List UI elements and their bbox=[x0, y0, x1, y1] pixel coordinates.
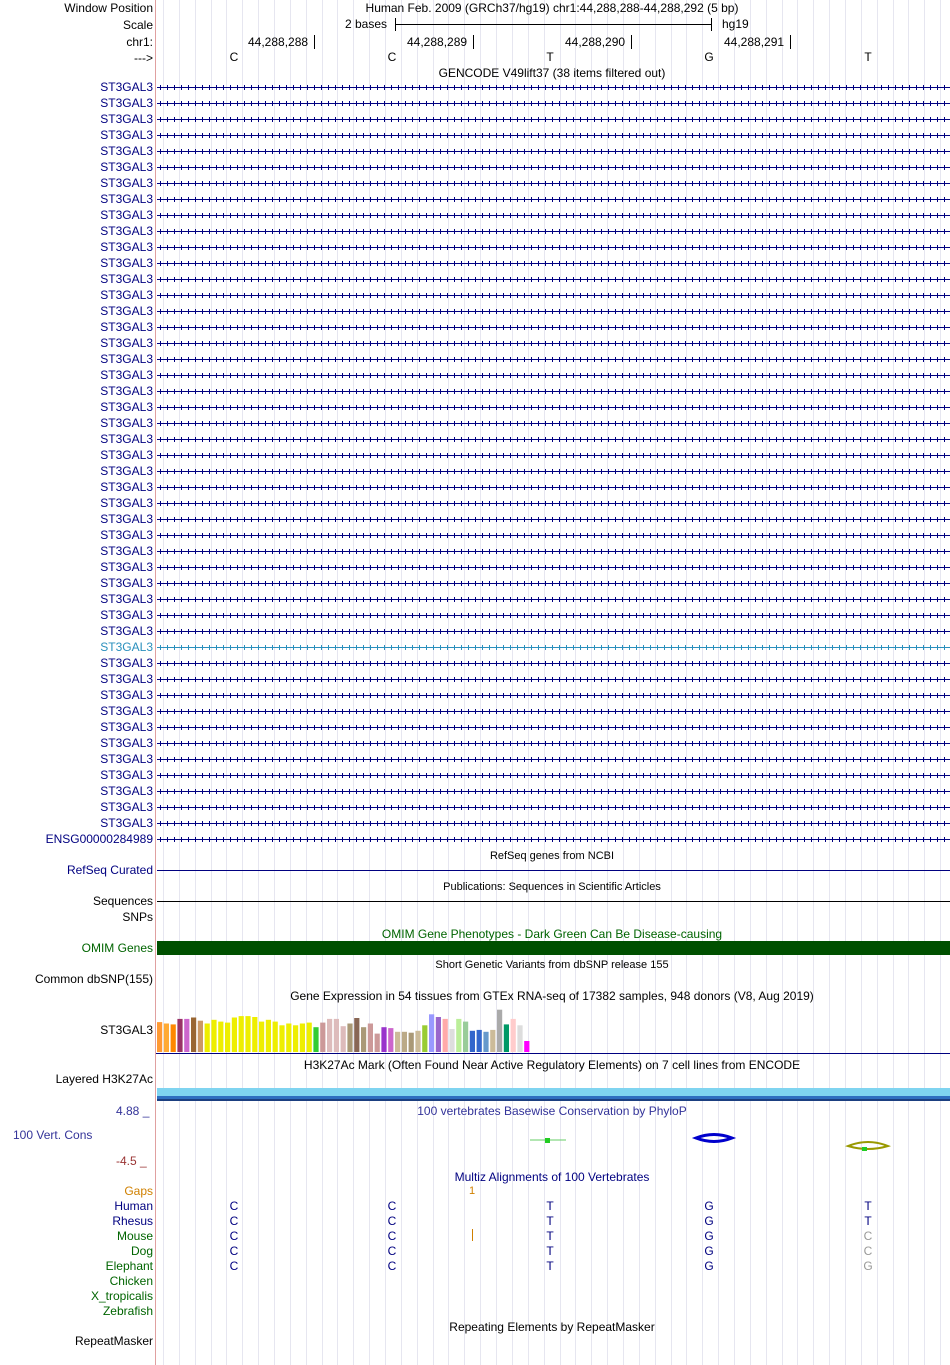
grid-line bbox=[258, 0, 259, 1365]
gencode-gene-intron-line[interactable] bbox=[157, 709, 950, 714]
multiz-aligned-base: T bbox=[546, 1244, 554, 1258]
multiz-species-label[interactable]: Rhesus bbox=[112, 1214, 153, 1228]
gtex-tissue-bar[interactable] bbox=[443, 1019, 448, 1052]
grid-line bbox=[845, 0, 846, 1365]
gencode-gene-label[interactable]: ST3GAL3 bbox=[100, 336, 153, 350]
gencode-gene-intron-line[interactable] bbox=[157, 757, 950, 762]
gtex-tissue-bar[interactable] bbox=[205, 1024, 210, 1053]
multiz-aligned-base: G bbox=[704, 1244, 714, 1258]
grid-line bbox=[322, 0, 323, 1365]
grid-line bbox=[639, 0, 640, 1365]
multiz-aligned-base: T bbox=[864, 1214, 872, 1228]
grid-line bbox=[591, 0, 592, 1365]
gencode-gene-label[interactable]: ST3GAL3 bbox=[100, 448, 153, 462]
multiz-aligned-base: C bbox=[229, 1214, 239, 1228]
gencode-gene-label[interactable]: ST3GAL3 bbox=[100, 384, 153, 398]
grid-line bbox=[226, 0, 227, 1365]
gtex-tissue-bar[interactable] bbox=[177, 1019, 182, 1052]
multiz-aligned-base: C bbox=[387, 1199, 397, 1213]
gencode-gene-label[interactable]: ST3GAL3 bbox=[100, 368, 153, 382]
grid-line bbox=[179, 0, 180, 1365]
gencode-gene-intron-line[interactable] bbox=[157, 373, 950, 378]
gencode-gene-label[interactable]: ST3GAL3 bbox=[100, 624, 153, 638]
gencode-gene-label[interactable]: ST3GAL3 bbox=[100, 704, 153, 718]
gencode-gene-intron-line[interactable] bbox=[157, 469, 950, 474]
grid-line bbox=[496, 0, 497, 1365]
grid-line bbox=[829, 0, 830, 1365]
gencode-gene-label[interactable]: ST3GAL3 bbox=[100, 672, 153, 686]
gencode-gene-label[interactable]: ST3GAL3 bbox=[100, 400, 153, 414]
gencode-gene-label[interactable]: ST3GAL3 bbox=[100, 592, 153, 606]
gencode-gene-intron-line[interactable] bbox=[157, 197, 950, 202]
gtex-tissue-bar[interactable] bbox=[259, 1022, 264, 1052]
multiz-aligned-base: T bbox=[864, 1199, 872, 1213]
gencode-gene-label[interactable]: ST3GAL3 bbox=[100, 544, 153, 558]
gtex-tissue-bar[interactable] bbox=[517, 1025, 522, 1052]
grid-line bbox=[655, 0, 656, 1365]
gencode-gene-intron-line[interactable] bbox=[157, 645, 950, 650]
multiz-aligned-base: C bbox=[229, 1199, 239, 1213]
multiz-aligned-base: G bbox=[704, 1214, 714, 1228]
gencode-gene-intron-line[interactable] bbox=[157, 437, 950, 442]
gencode-gene-intron-line[interactable] bbox=[157, 629, 950, 634]
gtex-tissue-bar[interactable] bbox=[477, 1030, 482, 1052]
grid-line bbox=[195, 0, 196, 1365]
gtex-tissue-bar[interactable] bbox=[456, 1019, 461, 1052]
window-position-label: Window Position bbox=[64, 1, 153, 15]
grid-line bbox=[750, 0, 751, 1365]
grid-line bbox=[797, 0, 798, 1365]
grid-line bbox=[702, 0, 703, 1365]
gencode-gene-label[interactable]: ST3GAL3 bbox=[100, 144, 153, 158]
gtex-tissue-bar[interactable] bbox=[266, 1020, 271, 1052]
gencode-gene-intron-line[interactable] bbox=[157, 389, 950, 394]
grid-line bbox=[211, 0, 212, 1365]
grid-line bbox=[861, 0, 862, 1365]
gtex-tissue-bar[interactable] bbox=[490, 1030, 495, 1052]
omim-track-label[interactable]: OMIM Genes bbox=[81, 941, 153, 955]
position-label: 44,288,290 bbox=[565, 35, 626, 49]
scale-bar-left-tick bbox=[395, 18, 396, 31]
gencode-gene-intron-line[interactable] bbox=[157, 741, 950, 746]
gencode-gene-label[interactable]: ST3GAL3 bbox=[100, 272, 153, 286]
phylop-track-title[interactable]: 100 vertebrates Basewise Conservation by PhyloP bbox=[417, 1104, 687, 1118]
gencode-gene-intron-line[interactable] bbox=[157, 421, 950, 426]
gencode-gene-label[interactable]: ST3GAL3 bbox=[100, 528, 153, 542]
multiz-aligned-base: C bbox=[229, 1259, 239, 1273]
gtex-tissue-bar[interactable] bbox=[245, 1016, 250, 1052]
gencode-gene-intron-line[interactable] bbox=[157, 293, 950, 298]
gencode-gene-intron-line[interactable] bbox=[157, 837, 950, 842]
omim-gene-bar[interactable] bbox=[157, 941, 950, 955]
grid-line bbox=[242, 0, 243, 1365]
gencode-gene-intron-line[interactable] bbox=[157, 85, 950, 90]
refseq-track-label[interactable]: RefSeq Curated bbox=[66, 863, 153, 877]
grid-line bbox=[274, 0, 275, 1365]
gencode-gene-label[interactable]: ST3GAL3 bbox=[100, 560, 153, 574]
gencode-gene-label[interactable]: ST3GAL3 bbox=[100, 128, 153, 142]
gencode-gene-label[interactable]: ST3GAL3 bbox=[100, 768, 153, 782]
h3k27ac-signal-light bbox=[157, 1088, 950, 1096]
gencode-gene-intron-line[interactable] bbox=[157, 213, 950, 218]
gencode-gene-intron-line[interactable] bbox=[157, 789, 950, 794]
gencode-gene-label[interactable]: ST3GAL3 bbox=[100, 432, 153, 446]
gencode-gene-label[interactable]: ST3GAL3 bbox=[100, 800, 153, 814]
gtex-tissue-bar[interactable] bbox=[470, 1031, 475, 1052]
gtex-tissue-bar[interactable] bbox=[239, 1016, 244, 1052]
gencode-gene-intron-line[interactable] bbox=[157, 261, 950, 266]
scale-label: Scale bbox=[122, 18, 153, 32]
gencode-gene-intron-line[interactable] bbox=[157, 501, 950, 506]
gencode-gene-intron-line[interactable] bbox=[157, 597, 950, 602]
gencode-gene-label[interactable]: ST3GAL3 bbox=[100, 160, 153, 174]
gtex-tissue-bar[interactable] bbox=[171, 1024, 176, 1052]
grid-line bbox=[623, 0, 624, 1365]
multiz-species-label[interactable]: Zebrafish bbox=[102, 1304, 153, 1318]
grid-line bbox=[512, 0, 513, 1365]
gtex-tissue-bar[interactable] bbox=[225, 1023, 230, 1052]
h3k27ac-track-label[interactable]: Layered H3K27Ac bbox=[55, 1072, 153, 1086]
gencode-gene-intron-line[interactable] bbox=[157, 613, 950, 618]
gencode-gene-intron-line[interactable] bbox=[157, 773, 950, 778]
gencode-gene-intron-line[interactable] bbox=[157, 101, 950, 106]
reference-base: C bbox=[229, 50, 239, 64]
gencode-gene-label[interactable]: ST3GAL3 bbox=[100, 480, 153, 494]
gencode-gene-intron-line[interactable] bbox=[157, 821, 950, 826]
grid-line bbox=[940, 0, 941, 1365]
gtex-tissue-bar[interactable] bbox=[497, 1010, 502, 1052]
gtex-tissue-bar[interactable] bbox=[232, 1018, 237, 1053]
gencode-gene-intron-line[interactable] bbox=[157, 325, 950, 330]
grid-line bbox=[448, 0, 449, 1365]
gencode-gene-label[interactable]: ST3GAL3 bbox=[100, 656, 153, 670]
gencode-gene-intron-line[interactable] bbox=[157, 805, 950, 810]
gtex-tissue-bar[interactable] bbox=[381, 1027, 386, 1052]
gencode-gene-label[interactable]: ST3GAL3 bbox=[100, 640, 153, 654]
gencode-gene-label[interactable]: ST3GAL3 bbox=[100, 352, 153, 366]
gencode-gene-label[interactable]: ST3GAL3 bbox=[100, 224, 153, 238]
mouse-insertion-mark bbox=[472, 1229, 473, 1241]
grid-line bbox=[385, 0, 386, 1365]
gencode-gene-intron-line[interactable] bbox=[157, 309, 950, 314]
dbsnp-track-label[interactable]: Common dbSNP(155) bbox=[34, 972, 153, 986]
gtex-tissue-bar[interactable] bbox=[388, 1028, 393, 1052]
gencode-gene-intron-line[interactable] bbox=[157, 277, 950, 282]
gencode-gene-intron-line[interactable] bbox=[157, 245, 950, 250]
gencode-gene-intron-line[interactable] bbox=[157, 581, 950, 586]
multiz-species-label[interactable]: X_tropicalis bbox=[90, 1289, 153, 1303]
gencode-gene-intron-line[interactable] bbox=[157, 485, 950, 490]
gtex-tissue-bar[interactable] bbox=[429, 1014, 434, 1052]
gtex-tissue-bar[interactable] bbox=[273, 1022, 278, 1052]
repeatmasker-track-title[interactable]: Repeating Elements by RepeatMasker bbox=[449, 1320, 655, 1334]
gencode-gene-intron-line[interactable] bbox=[157, 117, 950, 122]
phylop-track-label[interactable]: 100 Vert. Cons bbox=[13, 1128, 93, 1142]
gtex-tissue-bar[interactable] bbox=[449, 1029, 454, 1052]
gencode-gene-label[interactable]: ST3GAL3 bbox=[100, 816, 153, 830]
position-label: 44,288,288 bbox=[248, 35, 309, 49]
grid-line bbox=[544, 0, 545, 1365]
multiz-aligned-base: T bbox=[546, 1214, 554, 1228]
gtex-tissue-bar[interactable] bbox=[293, 1025, 298, 1052]
refseq-track-title[interactable]: RefSeq genes from NCBI bbox=[489, 850, 615, 862]
gtex-tissue-bar[interactable] bbox=[347, 1024, 352, 1053]
gencode-gene-label[interactable]: ST3GAL3 bbox=[100, 752, 153, 766]
multiz-aligned-base: T bbox=[546, 1259, 554, 1273]
gtex-tissue-bar[interactable] bbox=[191, 1018, 196, 1053]
grid-line bbox=[306, 0, 307, 1365]
grid-line bbox=[417, 0, 418, 1365]
chrom-label: chr1: bbox=[126, 35, 153, 49]
gencode-gene-label[interactable]: ST3GAL3 bbox=[100, 512, 153, 526]
gtex-tissue-bar[interactable] bbox=[320, 1023, 325, 1052]
h3k27ac-signal-dark bbox=[157, 1099, 950, 1101]
gencode-gene-label[interactable]: ST3GAL3 bbox=[100, 80, 153, 94]
grid-line bbox=[369, 0, 370, 1365]
gencode-gene-label[interactable]: ST3GAL3 bbox=[100, 688, 153, 702]
gencode-track-title[interactable]: GENCODE V49lift37 (38 items filtered out) bbox=[438, 66, 666, 80]
grid-line bbox=[464, 0, 465, 1365]
multiz-species-label[interactable]: Mouse bbox=[116, 1229, 153, 1243]
grid-line bbox=[766, 0, 767, 1365]
gencode-gene-intron-line[interactable] bbox=[157, 517, 950, 522]
gencode-gene-intron-line[interactable] bbox=[157, 133, 950, 138]
multiz-aligned-base: C bbox=[387, 1214, 397, 1228]
grid-line bbox=[528, 0, 529, 1365]
gtex-tissue-bar[interactable] bbox=[463, 1022, 468, 1052]
gencode-gene-intron-line[interactable] bbox=[157, 677, 950, 682]
gtex-tissue-bar[interactable] bbox=[334, 1019, 339, 1052]
grid-line bbox=[480, 0, 481, 1365]
grid-line bbox=[813, 0, 814, 1365]
gtex-tissue-bar[interactable] bbox=[313, 1027, 318, 1052]
gencode-gene-label[interactable]: ST3GAL3 bbox=[100, 576, 153, 590]
gaps-label: Gaps bbox=[124, 1184, 153, 1198]
h3k27ac-track-title[interactable]: H3K27Ac Mark (Often Found Near Active Regulatory Elements) on 7 cell lines from ENCODE bbox=[303, 1058, 801, 1072]
gtex-tissue-bar[interactable] bbox=[409, 1033, 414, 1052]
grid-line bbox=[734, 0, 735, 1365]
multiz-aligned-base: C bbox=[387, 1259, 397, 1273]
gencode-gene-intron-line[interactable] bbox=[157, 565, 950, 570]
multiz-aligned-base: G bbox=[863, 1259, 873, 1273]
gencode-gene-label[interactable]: ST3GAL3 bbox=[100, 208, 153, 222]
gencode-gene-intron-line[interactable] bbox=[157, 357, 950, 362]
grid-line bbox=[924, 0, 925, 1365]
gencode-gene-label[interactable]: ST3GAL3 bbox=[100, 288, 153, 302]
gencode-gene-label[interactable]: ENSG00000284989 bbox=[45, 832, 153, 846]
sequences-track-label[interactable]: Sequences bbox=[92, 894, 153, 908]
gtex-tissue-bar[interactable] bbox=[341, 1026, 346, 1052]
gtex-tissue-bar[interactable] bbox=[184, 1019, 189, 1052]
gtex-tissue-bar[interactable] bbox=[511, 1019, 516, 1052]
gencode-gene-label[interactable]: ST3GAL3 bbox=[100, 256, 153, 270]
gtex-tissue-bar[interactable] bbox=[395, 1032, 400, 1052]
gtex-tissue-bar[interactable] bbox=[327, 1019, 332, 1052]
gencode-gene-intron-line[interactable] bbox=[157, 661, 950, 666]
gtex-tissue-bar[interactable] bbox=[300, 1024, 305, 1053]
multiz-aligned-base: T bbox=[546, 1199, 554, 1213]
multiz-aligned-base: T bbox=[546, 1229, 554, 1243]
gtex-bar-chart[interactable] bbox=[156, 1004, 950, 1056]
gap-count: 1 bbox=[468, 1185, 476, 1197]
gencode-gene-intron-line[interactable] bbox=[157, 165, 950, 170]
reference-base: C bbox=[387, 50, 397, 64]
grid-line bbox=[560, 0, 561, 1365]
gtex-tissue-bar[interactable] bbox=[286, 1024, 291, 1053]
reference-base: T bbox=[546, 50, 554, 64]
position-label: 44,288,291 bbox=[724, 35, 785, 49]
gtex-tissue-bar[interactable] bbox=[504, 1024, 509, 1052]
gtex-tissue-bar[interactable] bbox=[198, 1021, 203, 1052]
gtex-tissue-bar[interactable] bbox=[354, 1018, 359, 1052]
multiz-species-label[interactable]: Dog bbox=[130, 1244, 153, 1258]
gtex-tissue-bar[interactable] bbox=[368, 1024, 373, 1053]
gencode-gene-label[interactable]: ST3GAL3 bbox=[100, 176, 153, 190]
position-tick bbox=[473, 35, 474, 49]
grid-line bbox=[607, 0, 608, 1365]
gencode-gene-label[interactable]: ST3GAL3 bbox=[100, 496, 153, 510]
multiz-track-title[interactable]: Multiz Alignments of 100 Vertebrates bbox=[454, 1170, 650, 1184]
strand-label: ---> bbox=[134, 51, 153, 65]
grid-line bbox=[163, 0, 164, 1365]
gtex-tissue-bar[interactable] bbox=[307, 1023, 312, 1052]
grid-line bbox=[671, 0, 672, 1365]
gencode-gene-label[interactable]: ST3GAL3 bbox=[100, 416, 153, 430]
gencode-gene-intron-line[interactable] bbox=[157, 453, 950, 458]
grid-line bbox=[290, 0, 291, 1365]
multiz-aligned-base: C bbox=[387, 1244, 397, 1258]
grid-line bbox=[433, 0, 434, 1365]
gencode-gene-intron-line[interactable] bbox=[157, 725, 950, 730]
grid-line bbox=[337, 0, 338, 1365]
omim-track-title[interactable]: OMIM Gene Phenotypes - Dark Green Can Be Disease-causing bbox=[381, 927, 723, 941]
refseq-gene-line[interactable] bbox=[157, 870, 950, 871]
grid-line bbox=[686, 0, 687, 1365]
snps-track-label[interactable]: SNPs bbox=[122, 910, 153, 924]
gencode-gene-label[interactable]: ST3GAL3 bbox=[100, 464, 153, 478]
multiz-species-label[interactable]: Human bbox=[114, 1199, 153, 1213]
gencode-gene-intron-line[interactable] bbox=[157, 533, 950, 538]
grid-line bbox=[782, 0, 783, 1365]
reference-base: G bbox=[704, 50, 714, 64]
position-tick bbox=[314, 35, 315, 49]
gencode-gene-label[interactable]: ST3GAL3 bbox=[100, 304, 153, 318]
gencode-gene-label[interactable]: ST3GAL3 bbox=[100, 720, 153, 734]
reference-base: T bbox=[864, 50, 872, 64]
multiz-aligned-base: G bbox=[704, 1229, 714, 1243]
gtex-tissue-bar[interactable] bbox=[375, 1034, 380, 1052]
gencode-gene-intron-line[interactable] bbox=[157, 549, 950, 554]
position-tick bbox=[790, 35, 791, 49]
gencode-gene-label[interactable]: ST3GAL3 bbox=[100, 736, 153, 750]
multiz-species-label[interactable]: Elephant bbox=[105, 1259, 153, 1273]
gtex-tissue-bar[interactable] bbox=[422, 1025, 427, 1052]
gtex-tissue-bar[interactable] bbox=[218, 1022, 223, 1052]
phylop-max-label: 4.88 _ bbox=[116, 1104, 150, 1118]
gtex-tissue-bar[interactable] bbox=[211, 1020, 216, 1052]
gencode-gene-label[interactable]: ST3GAL3 bbox=[100, 112, 153, 126]
gtex-track-label[interactable]: ST3GAL3 bbox=[100, 1023, 153, 1037]
publications-track-title[interactable]: Publications: Sequences in Scientific Articles bbox=[443, 881, 661, 893]
gencode-gene-intron-line[interactable] bbox=[157, 229, 950, 234]
grid-line bbox=[575, 0, 576, 1365]
gtex-tissue-bar[interactable] bbox=[402, 1032, 407, 1052]
gtex-tissue-bar[interactable] bbox=[415, 1031, 420, 1052]
position-tick bbox=[631, 35, 632, 49]
multiz-aligned-base: C bbox=[229, 1229, 239, 1243]
scale-bar-right-tick bbox=[711, 18, 712, 31]
position-label: 44,288,289 bbox=[407, 35, 468, 49]
multiz-aligned-base: C bbox=[863, 1229, 873, 1243]
multiz-aligned-base: G bbox=[704, 1199, 714, 1213]
phylop-signal bbox=[156, 1130, 950, 1154]
window-title: Human Feb. 2009 (GRCh37/hg19) chr1:44,288,288-44,288,292 (5 bp) bbox=[365, 1, 739, 15]
gencode-gene-label[interactable]: ST3GAL3 bbox=[100, 96, 153, 110]
multiz-aligned-base: C bbox=[387, 1229, 397, 1243]
gtex-tissue-bar[interactable] bbox=[252, 1017, 257, 1052]
repeatmasker-track-label[interactable]: RepeatMasker bbox=[74, 1334, 153, 1348]
gtex-tissue-bar[interactable] bbox=[524, 1041, 529, 1052]
gencode-gene-label[interactable]: ST3GAL3 bbox=[100, 608, 153, 622]
dbsnp-track-title[interactable]: Short Genetic Variants from dbSNP release 155 bbox=[435, 959, 669, 971]
multiz-species-label[interactable]: Chicken bbox=[109, 1274, 153, 1288]
gencode-gene-label[interactable]: ST3GAL3 bbox=[100, 320, 153, 334]
grid-line bbox=[908, 0, 909, 1365]
grid-line bbox=[353, 0, 354, 1365]
gencode-gene-intron-line[interactable] bbox=[157, 181, 950, 186]
gtex-tissue-bar[interactable] bbox=[279, 1025, 284, 1052]
gtex-tissue-bar[interactable] bbox=[164, 1024, 169, 1053]
assembly-label: hg19 bbox=[722, 17, 749, 31]
gencode-gene-intron-line[interactable] bbox=[157, 149, 950, 154]
gencode-gene-intron-line[interactable] bbox=[157, 693, 950, 698]
gencode-gene-intron-line[interactable] bbox=[157, 405, 950, 410]
gtex-tissue-bar[interactable] bbox=[436, 1017, 441, 1052]
phylop-min-label: -4.5 _ bbox=[116, 1154, 147, 1168]
multiz-aligned-base: C bbox=[863, 1244, 873, 1258]
label-separator bbox=[155, 0, 156, 1365]
grid-line bbox=[718, 0, 719, 1365]
multiz-aligned-base: G bbox=[704, 1259, 714, 1273]
gtex-track-title[interactable]: Gene Expression in 54 tissues from GTEx RNA-seq of 17382 samples, 948 donors (V8, Aug 2019) bbox=[290, 989, 814, 1003]
grid-line bbox=[877, 0, 878, 1365]
gencode-gene-label[interactable]: ST3GAL3 bbox=[100, 784, 153, 798]
gtex-tissue-bar[interactable] bbox=[483, 1032, 488, 1052]
grid-line bbox=[401, 0, 402, 1365]
gencode-gene-label[interactable]: ST3GAL3 bbox=[100, 240, 153, 254]
gtex-tissue-bar[interactable] bbox=[361, 1027, 366, 1052]
gencode-gene-label[interactable]: ST3GAL3 bbox=[100, 192, 153, 206]
gtex-tissue-bar[interactable] bbox=[157, 1022, 162, 1052]
grid-line bbox=[893, 0, 894, 1365]
multiz-aligned-base: C bbox=[229, 1244, 239, 1258]
scale-text: 2 bases bbox=[345, 17, 388, 31]
gencode-gene-intron-line[interactable] bbox=[157, 341, 950, 346]
scale-bar bbox=[395, 24, 711, 25]
sequences-line[interactable] bbox=[157, 901, 950, 902]
